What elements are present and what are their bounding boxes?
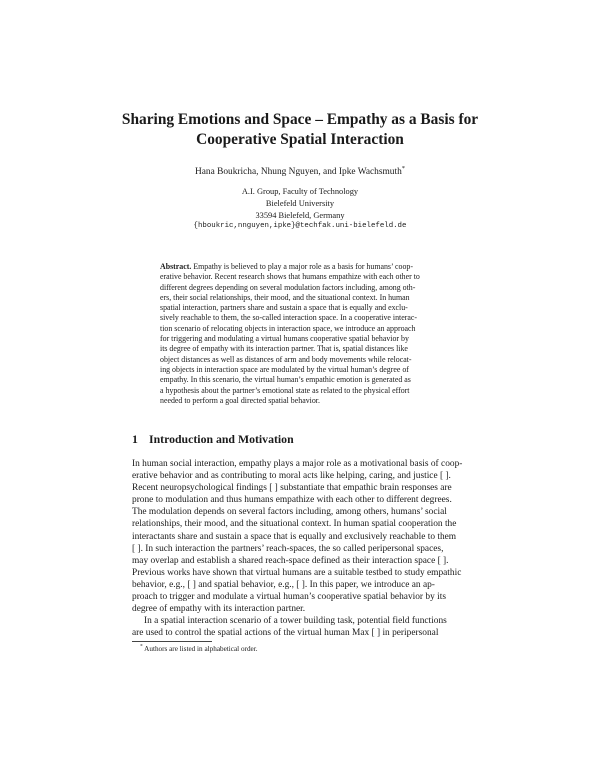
- abstract-line: for triggering and modulating a virtual humans cooperative spatial behavior by: [160, 334, 409, 344]
- title-line: Sharing Emotions and Space – Empathy as a Basis for: [121, 111, 479, 128]
- title-line: Cooperative Spatial Interaction: [196, 131, 404, 148]
- abstract-line: ing objects in interaction space are modulated by the virtual human’s degree of: [160, 364, 409, 374]
- affiliation: [100, 186, 500, 233]
- affiliation-university: Bielefeld University: [265, 198, 335, 208]
- body-line: Recent neuropsychological findings [ ] substantiate that empathic brain responses are: [132, 483, 452, 494]
- abstract-line: erative behavior. Recent research shows that humans empathize with each other to: [160, 272, 420, 282]
- abstract-label: Abstract.: [160, 262, 192, 271]
- body-line: relationships, their mood, and the situational context. In human spatial cooperation the: [132, 519, 457, 530]
- affiliation-email: {hboukric,nnguyen,ipke}@techfak.uni-bielefeld.de: [193, 222, 407, 231]
- abstract-line: needed to perform a goal directed spatial behavior.: [160, 395, 320, 405]
- body-line: are used to control the spatial actions of the virtual human Max [ ] in peripersonal: [132, 628, 439, 639]
- footnote-rule: [132, 641, 212, 642]
- abstract: [160, 262, 461, 406]
- author-list: [100, 164, 500, 177]
- body-line: erative behavior and as contributing to moral acts like helping, caring, and justice [ ].: [132, 471, 451, 482]
- abstract-line: different degrees depending on several modulation factors including, among oth-: [160, 282, 416, 292]
- body-line: degree of empathy with its interaction partner.: [132, 604, 306, 615]
- abstract-line: tion scenario of relocating objects in interaction space, we introduce an approach: [160, 323, 416, 333]
- body-line: interactants share and sustain a space that is equally and exclusively reachable to them: [132, 531, 457, 542]
- author-names: Hana Boukricha, Nhung Nguyen, and Ipke Wachsmuth: [194, 167, 402, 177]
- section-title: Introduction and Motivation: [149, 432, 294, 446]
- affiliation-city: 33594 Bielefeld, Germany: [255, 210, 345, 220]
- body-line: proach to trigger and modulate a virtual human’s cooperative spatial behavior by its: [132, 592, 446, 603]
- body-text: [132, 458, 468, 639]
- author-footnote-mark: *: [401, 164, 406, 172]
- body-line: may overlap and establish a shared reach-space defined as their interaction space [ ].: [132, 555, 449, 566]
- abstract-line: its degree of empathy with its interaction partner. That is, spatial distances like: [160, 344, 408, 354]
- affiliation-group: A.I. Group, Faculty of Technology: [241, 187, 359, 196]
- body-line: Previous works have shown that virtual humans are a suitable testbed to study empathic: [132, 567, 462, 578]
- body-line: [ ]. In such interaction the partners’ reach-spaces, the so called peripersonal spaces,: [132, 543, 444, 554]
- footnote-mark: *: [140, 643, 143, 650]
- body-line: prone to modulation and thus humans empathize with each other to different degrees.: [132, 495, 452, 506]
- section-heading: [132, 432, 294, 447]
- body-line: The modulation depends on several factors including, among others, humans’ social: [132, 507, 447, 518]
- footnote: [140, 645, 258, 653]
- abstract-line: a hypothesis about the partner’s emotional state as related to the physical effort: [160, 385, 410, 395]
- body-line: In human social interaction, empathy plays a major role as a motivational basis of coop-: [132, 459, 463, 469]
- abstract-line: object distances as well as distances of arm and body movements while relocat-: [160, 354, 412, 364]
- body-line: behavior, e.g., [ ] and spatial behavior, e.g., [ ]. In this paper, we introduce an ap-: [132, 579, 435, 590]
- abstract-line: spatial interaction, partners share and sustain a space that is equally and exclu-: [160, 303, 408, 313]
- abstract-line: ers, their social relationships, their mood, and the situational context. In human: [160, 292, 410, 302]
- abstract-line: empathy. In this scenario, the virtual human’s empathic emotion is generated as: [160, 375, 411, 385]
- paper-title: [100, 110, 500, 150]
- abstract-line: sively reachable to them, the so-called interaction space. In a cooperative interac-: [160, 313, 417, 323]
- abstract-text: Empathy is believed to play a major role as a basis for humans’ coop-: [193, 262, 413, 271]
- body-line: In a spatial interaction scenario of a tower building task, potential field functions: [144, 616, 447, 627]
- abstract-line: [160, 262, 461, 272]
- section-number: 1: [132, 432, 138, 446]
- footnote-text: Authors are listed in alphabetical order.: [144, 645, 258, 653]
